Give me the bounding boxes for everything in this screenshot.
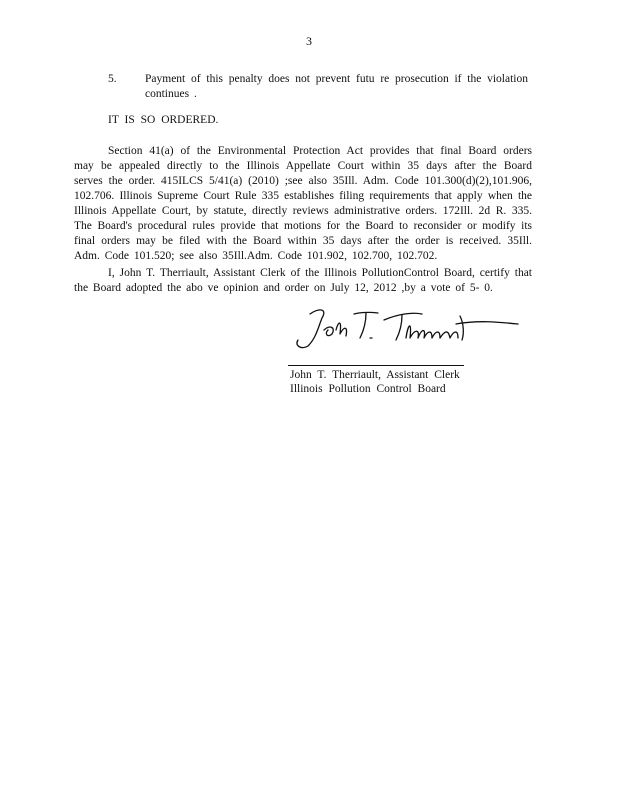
handwritten-signature xyxy=(288,300,528,354)
page-number: 3 xyxy=(306,34,312,48)
numbered-paragraph-5 xyxy=(108,72,528,102)
so-ordered-statement: IT IS SO ORDERED. xyxy=(108,114,219,126)
signer-name-title: John T. Therriault, Assistant Clerk xyxy=(290,369,460,381)
certification-text: I, John T. Therriault, Assistant Clerk of the Illinois PollutionControl Board, certify that the Board adopted the abo ve opinion and order on July 12, 2012 ,by a vote of 5- 0. xyxy=(74,267,532,294)
item-text: Payment of this penalty does not prevent futu re prosecution if the violation continues . xyxy=(145,73,528,100)
signature-block xyxy=(290,368,530,396)
item-number: 5. xyxy=(108,73,117,85)
certification-paragraph xyxy=(74,266,532,296)
appeal-rights-paragraph xyxy=(74,144,532,264)
appeal-rights-text: Section 41(a) of the Environmental Protection Act provides that final Board orders may be appealed directly to the Illinois Appellate Court within 35 days after the Board serves the order. 415ILCS 5/41(a) (2010) ;see also 35Ill. Adm. Code 101.300(d)(2),101.906, 102.706. Illinois Supreme Court Rule 335 establishes filing requirements that apply when the Illinois Appellate Court, by statute, directly reviews administrative orders. 172Ill. 2d R. 335. The Board's procedural rules provide that motions for the Board to reconsider or modify its final orders may be filed with the Board within 35 days after the order is received. 35Ill. Adm. Code 101.520; see also 35Ill.Adm. Code 101.902, 102.700, 102.702. xyxy=(74,145,532,262)
signer-organization: Illinois Pollution Control Board xyxy=(290,383,446,395)
signature-line xyxy=(288,365,464,366)
